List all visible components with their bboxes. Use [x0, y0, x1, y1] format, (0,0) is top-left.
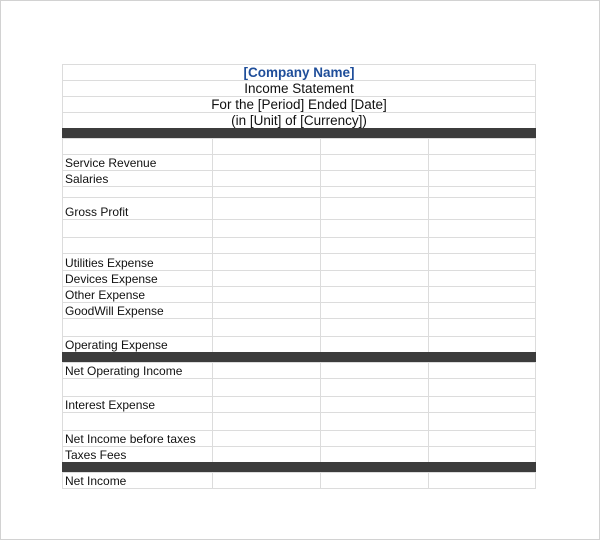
section-divider-bar [62, 128, 536, 138]
row-label[interactable]: Salaries [65, 172, 109, 186]
table-row [62, 237, 536, 253]
row-label[interactable]: Net Income before taxes [65, 432, 196, 446]
statement-title: Income Statement [62, 80, 536, 96]
value-cell[interactable] [212, 431, 320, 446]
company-name: [Company Name] [62, 64, 536, 80]
row-label[interactable]: Interest Expense [65, 398, 156, 412]
value-cell[interactable] [428, 363, 535, 378]
value-cell[interactable] [428, 287, 535, 302]
value-cell[interactable] [212, 254, 320, 270]
value-cell[interactable] [320, 397, 428, 412]
value-cell[interactable] [320, 337, 428, 352]
value-cell[interactable] [320, 198, 428, 219]
value-cell[interactable] [428, 397, 535, 412]
value-cell[interactable] [428, 337, 535, 352]
table-row [62, 318, 536, 336]
table-row [62, 336, 536, 352]
row-label[interactable]: Operating Expense [65, 338, 168, 352]
section-divider-bar [62, 462, 536, 472]
value-cell[interactable] [212, 198, 320, 219]
value-cell[interactable] [320, 431, 428, 446]
table-row [62, 412, 536, 430]
income-statement-sheet [62, 64, 536, 489]
value-cell[interactable] [428, 254, 535, 270]
row-label[interactable] [63, 319, 212, 336]
value-cell[interactable] [428, 319, 535, 336]
row-label[interactable] [63, 187, 212, 197]
value-cell[interactable] [428, 473, 535, 488]
value-cell[interactable] [320, 287, 428, 302]
value-cell[interactable] [428, 303, 535, 318]
table-row [62, 253, 536, 270]
table-row [62, 396, 536, 412]
value-cell[interactable] [212, 337, 320, 352]
value-cell[interactable] [428, 220, 535, 237]
value-cell[interactable] [212, 271, 320, 286]
value-cell[interactable] [212, 319, 320, 336]
table-row [62, 472, 536, 489]
value-cell[interactable] [320, 171, 428, 186]
row-label[interactable]: Utilities Expense [65, 256, 154, 270]
row-label[interactable] [63, 238, 212, 253]
value-cell[interactable] [320, 220, 428, 237]
value-cell[interactable] [212, 187, 320, 197]
value-cell[interactable] [428, 171, 535, 186]
statement-unit: (in [Unit] of [Currency]) [62, 112, 536, 128]
table-row [62, 138, 536, 154]
row-label[interactable]: Service Revenue [65, 156, 157, 170]
value-cell[interactable] [212, 303, 320, 318]
row-label[interactable] [63, 220, 212, 237]
value-cell[interactable] [212, 379, 320, 396]
value-cell[interactable] [320, 303, 428, 318]
value-cell[interactable] [428, 139, 535, 154]
table-row [62, 219, 536, 237]
table-row [62, 446, 536, 462]
value-cell[interactable] [212, 363, 320, 378]
table-row [62, 430, 536, 446]
table-row [62, 170, 536, 186]
row-label[interactable]: Net Income [65, 474, 127, 488]
value-cell[interactable] [320, 238, 428, 253]
value-cell[interactable] [320, 319, 428, 336]
value-cell[interactable] [212, 238, 320, 253]
table-row [62, 378, 536, 396]
row-label[interactable]: Devices Expense [65, 272, 158, 286]
row-label[interactable]: Net Operating Income [65, 364, 183, 378]
row-label[interactable]: Other Expense [65, 288, 146, 302]
table-row [62, 197, 536, 219]
value-cell[interactable] [428, 379, 535, 396]
value-cell[interactable] [212, 397, 320, 412]
value-cell[interactable] [320, 447, 428, 462]
value-cell[interactable] [212, 155, 320, 170]
table-row [62, 186, 536, 197]
table-row [62, 362, 536, 378]
value-cell[interactable] [428, 271, 535, 286]
row-label[interactable] [63, 139, 212, 154]
value-cell[interactable] [212, 413, 320, 430]
value-cell[interactable] [428, 198, 535, 219]
statement-rows [62, 128, 536, 489]
row-label[interactable] [63, 379, 212, 396]
value-cell[interactable] [320, 363, 428, 378]
value-cell[interactable] [212, 287, 320, 302]
value-cell[interactable] [212, 220, 320, 237]
value-cell[interactable] [428, 187, 535, 197]
row-label[interactable]: Taxes Fees [65, 448, 127, 462]
value-cell[interactable] [320, 155, 428, 170]
value-cell[interactable] [320, 413, 428, 430]
value-cell[interactable] [212, 473, 320, 488]
statement-period: For the [Period] Ended [Date] [62, 96, 536, 112]
row-label[interactable]: GoodWill Expense [65, 304, 164, 318]
table-row [62, 302, 536, 318]
value-cell[interactable] [320, 473, 428, 488]
value-cell[interactable] [212, 139, 320, 154]
value-cell[interactable] [320, 187, 428, 197]
value-cell[interactable] [212, 447, 320, 462]
value-cell[interactable] [428, 447, 535, 462]
value-cell[interactable] [428, 238, 535, 253]
value-cell[interactable] [212, 171, 320, 186]
value-cell[interactable] [428, 155, 535, 170]
value-cell[interactable] [320, 271, 428, 286]
row-label[interactable]: Gross Profit [65, 205, 129, 219]
value-cell[interactable] [428, 413, 535, 430]
row-label[interactable] [63, 413, 212, 430]
table-row [62, 286, 536, 302]
table-row [62, 270, 536, 286]
table-row [62, 154, 536, 170]
value-cell[interactable] [320, 254, 428, 270]
value-cell[interactable] [428, 431, 535, 446]
value-cell[interactable] [320, 379, 428, 396]
section-divider-bar [62, 352, 536, 362]
value-cell[interactable] [320, 139, 428, 154]
